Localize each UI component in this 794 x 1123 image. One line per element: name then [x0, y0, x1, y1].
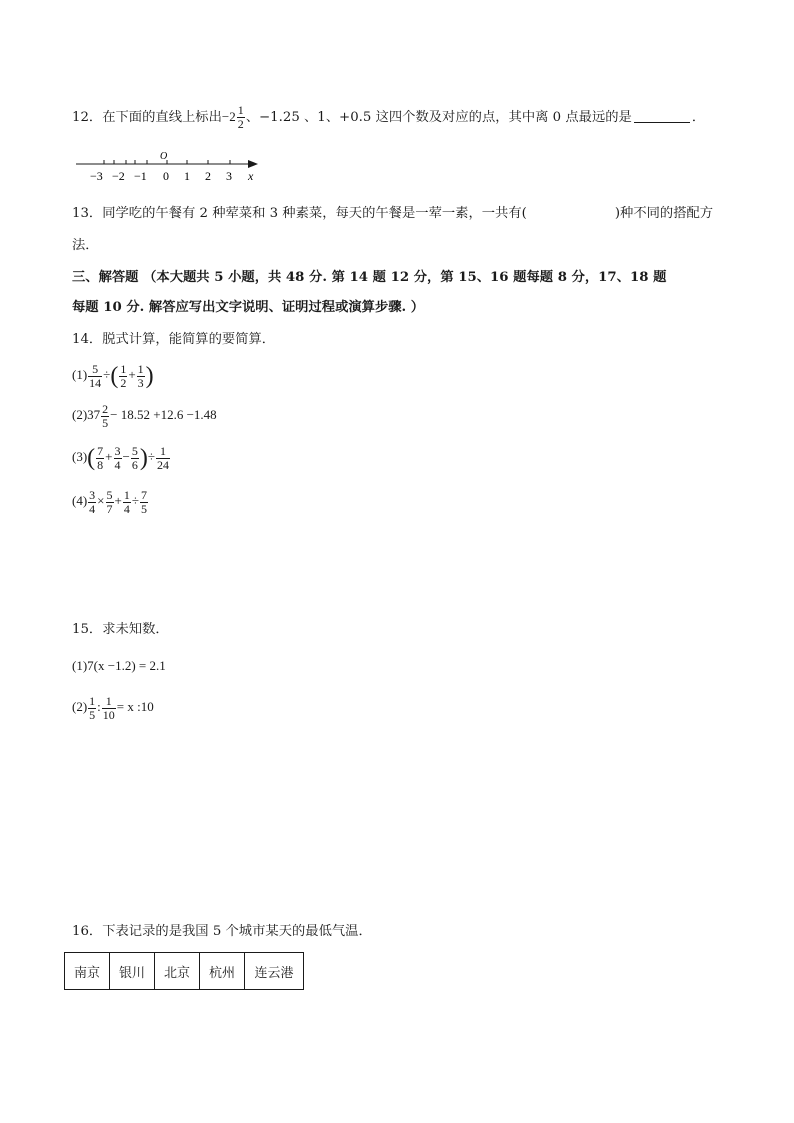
fraction: $\frac{3}{4}$: [89, 487, 96, 516]
q12-mixed-whole: −2: [221, 109, 236, 124]
q14-number: 14．: [72, 332, 103, 347]
number-line-axis-label: x: [248, 169, 254, 183]
fraction: $\frac{1}{4}$: [123, 487, 130, 516]
q12-mixed-fraction: $\frac{1}{2}$: [237, 103, 244, 131]
fraction: $\frac{3}{4}$: [114, 443, 121, 472]
section3-heading-line1: 三、解答题 （本大题共 5 小题，共 48 分. 第 14 题 12 分，第 15、16 题每题 8 分，17、18 题: [72, 270, 667, 285]
tick-label: −2: [112, 169, 125, 183]
fraction: $\frac{5}{7}$: [106, 487, 113, 516]
q14-part2: (2)37 $\frac{2}{5}$ − 18.52 +12.6 −1.48: [72, 401, 217, 430]
section3-heading-line2: 每题 10 分. 解答应写出文字说明、证明过程或演算步骤. ）: [72, 300, 425, 315]
q16-number: 16．: [72, 924, 103, 939]
fraction: $\frac{1}{10}$: [102, 693, 115, 722]
q13-text-part1: 同学吃的午餐有 2 种荤菜和 3 种素菜，每天的午餐是一荤一素，一共有(: [102, 206, 527, 221]
fraction: $\frac{2}{5}$: [102, 401, 109, 430]
q13-number: 13．: [72, 206, 103, 221]
q14-part3: (3)( $\frac{7}{8}$ + $\frac{3}{4}$ − $\frac{5}{6}$ )÷ $\frac{1}{24}$: [72, 443, 169, 472]
q13-line2: 法．: [72, 238, 99, 253]
tick-label: 3: [226, 169, 232, 183]
number-line-origin-label: O: [160, 151, 168, 162]
fraction: $\frac{1}{3}$: [137, 361, 144, 390]
tick-label: −1: [134, 169, 147, 183]
tick-label: 0: [163, 169, 169, 183]
q15-number: 15．: [72, 622, 103, 637]
q14-part1: (1) $\frac{5}{14}$ ÷( $\frac{1}{2}$ + $\frac{1}{3}$ ): [72, 361, 154, 390]
q12-text-before: 在下面的直线上标出: [102, 110, 222, 125]
q16-text: 下表记录的是我国 5 个城市某天的最低气温．: [102, 924, 372, 939]
fraction: $\frac{5}{6}$: [131, 443, 138, 472]
tick-label: −3: [90, 169, 103, 183]
q14-part4: (4) $\frac{3}{4}$ × $\frac{5}{7}$ + $\frac{1}{4}$ ÷ $\frac{7}{5}$: [72, 487, 147, 516]
fraction: $\frac{1}{2}$: [120, 361, 127, 390]
q14-prompt: [72, 330, 722, 350]
tick-label: 2: [205, 169, 211, 183]
number-line-tick-labels: [90, 169, 232, 183]
fraction: $\frac{5}{14}$: [89, 361, 102, 390]
fraction: $\frac{1}{5}$: [89, 693, 96, 722]
q12-answer-blank[interactable]: [634, 110, 690, 123]
q14-text: 脱式计算，能简算的要简算．: [102, 332, 276, 347]
q13-line1: [72, 204, 722, 224]
q15-part1-expression: 7(x −1.2) = 2.1: [87, 658, 166, 673]
table-header-cell: 南京: [65, 953, 110, 990]
q15-part1: (1)7(x −1.2) = 2.1: [72, 658, 166, 673]
table-header-cell: 杭州: [200, 953, 245, 990]
table-row: [65, 953, 304, 990]
temperature-table: [64, 952, 304, 990]
fraction: $\frac{7}{5}$: [141, 487, 147, 516]
q13-text-part2: )种不同的搭配方: [614, 206, 714, 221]
q15-prompt: [72, 620, 722, 640]
q12-line: 12．在下面的直线上标出−2 $\frac{1}{2}$ 、−1.25 、1、+0.5 这四个数及对应的点，其中离 0 点最远的是 ．: [72, 103, 706, 131]
q15-text: 求未知数．: [102, 622, 169, 637]
q15-part2: (2) $\frac{1}{5}$ : $\frac{1}{10}$ = x :10: [72, 693, 154, 722]
fraction: $\frac{1}{24}$: [157, 443, 169, 472]
number-line-figure: [74, 150, 274, 186]
tick-label: 1: [184, 169, 190, 183]
table-header-cell: 连云港: [245, 953, 304, 990]
fraction: $\frac{7}{8}$: [97, 443, 104, 472]
q12-number-list: 、−1.25 、1、+0.5 这四个数及对应的点，其中离 0 点最远的是: [245, 110, 632, 125]
q12-number: 12．: [72, 110, 103, 125]
table-header-cell: 北京: [155, 953, 200, 990]
q16-prompt: [72, 922, 722, 942]
table-header-cell: 银川: [110, 953, 155, 990]
number-line-arrow: [248, 160, 258, 168]
